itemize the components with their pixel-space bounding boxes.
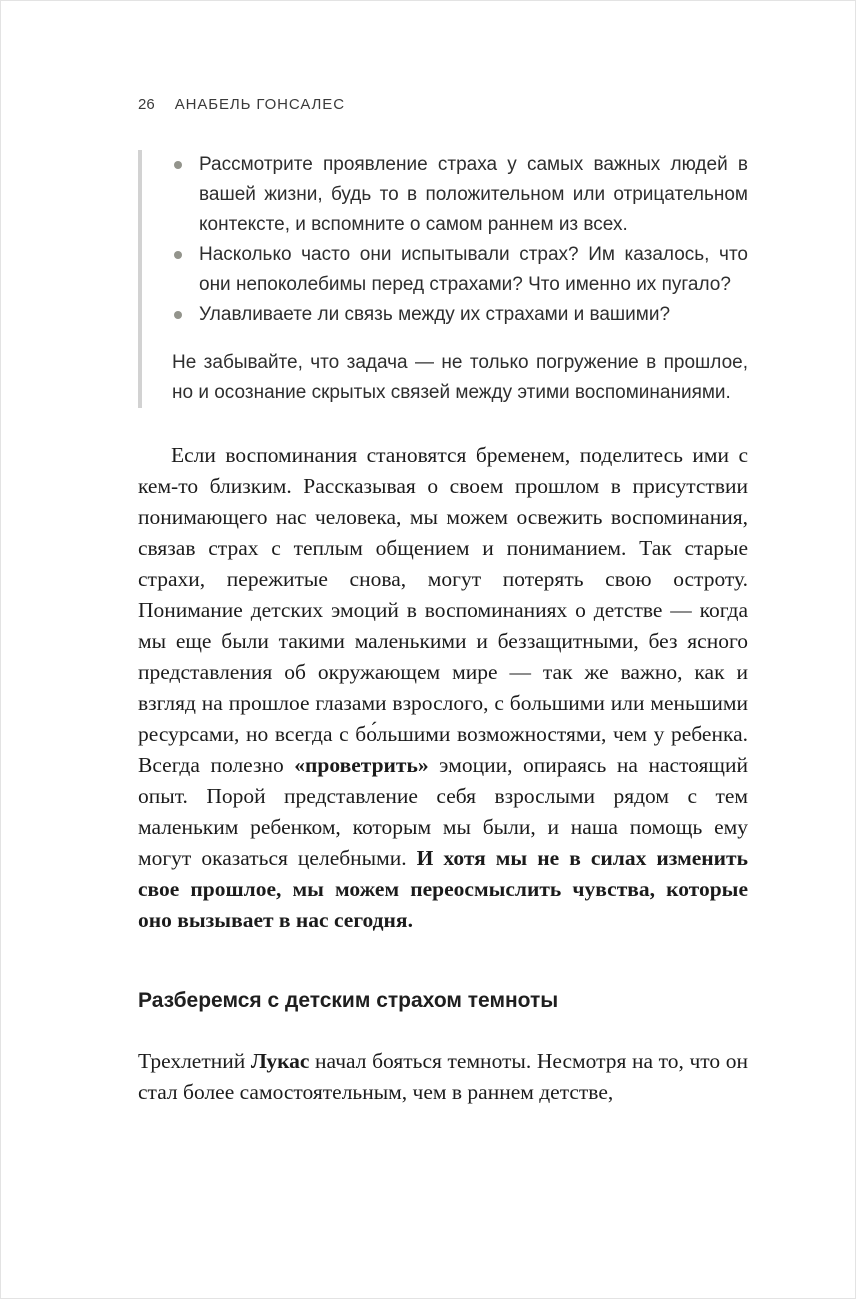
- body-text: Если воспоминания становятся бременем, поделитесь ими с кем-то близким. Рассказывая о своем прошлом в присутствии понимающего нас человека, мы можем освежить воспоминания, связав страх с теплым общением и пониманием. Так старые страхи, пережитые снова, могут потерять свою остроту. Понимание детских эмоций в воспоминаниях о детстве — когда мы еще были такими маленькими и беззащитными, без ясного представления об окружающем мире — так же важно, как и взгляд на прошлое глазами взрослого, с большими или меньшими ресурсами, но всегда с бо́льшими возможностями, чем у ребенка. Всегда полезно: [138, 443, 748, 777]
- bullet-text: Насколько часто они испытывали страх? Им казалось, что они непоколебимы перед страхами? Что именно их пугало?: [199, 244, 748, 295]
- quote-note: Не забывайте, что задача — не только погружение в прошлое, но и осознание скрытых связей между этими воспоминаниями.: [172, 352, 748, 403]
- bullet-icon: [174, 251, 182, 259]
- bold-term: «проветрить»: [294, 753, 429, 777]
- character-name: Лукас: [250, 1049, 310, 1073]
- quote-bullet-item: [172, 240, 748, 300]
- quote-bullet-item: [172, 150, 748, 240]
- body-paragraph-2: [138, 1046, 748, 1108]
- body-text: эмоции, опираясь на настоящий опыт. Порой представление себя взрослыми рядом с тем маленьким ребенком, которым мы были, и наша помощь ему могут оказаться целебными.: [138, 753, 748, 870]
- quote-bullet-item: [172, 300, 748, 330]
- running-header: [138, 96, 748, 114]
- bullet-icon: [174, 161, 182, 169]
- bullet-icon: [174, 311, 182, 319]
- bullet-text: Рассмотрите проявление страха у самых важных людей в вашей жизни, будь то в положительном или отрицательном контексте, и вспомните о самом раннем из всех.: [199, 154, 748, 235]
- page-number: 26: [138, 96, 155, 113]
- quote-bullet-list: [172, 150, 748, 330]
- body-text: начал бояться темноты. Несмотря на то, что он стал более самостоятельным, чем в раннем детстве,: [138, 1049, 748, 1104]
- bold-sentence: И хотя мы не в силах изменить свое прошлое, мы можем переосмыслить чувства, которые оно вызывает в нас сегодня.: [138, 846, 748, 932]
- bullet-text: Улавливаете ли связь между их страхами и вашими?: [199, 304, 671, 325]
- body-paragraph: [138, 440, 748, 936]
- section-heading: Разберемся с детским страхом темноты: [138, 989, 559, 1012]
- body-text: Трехлетний: [138, 1049, 251, 1073]
- exercise-quote-block: [138, 150, 748, 408]
- running-title: АНАБЕЛЬ ГОНСАЛЕС: [174, 96, 345, 113]
